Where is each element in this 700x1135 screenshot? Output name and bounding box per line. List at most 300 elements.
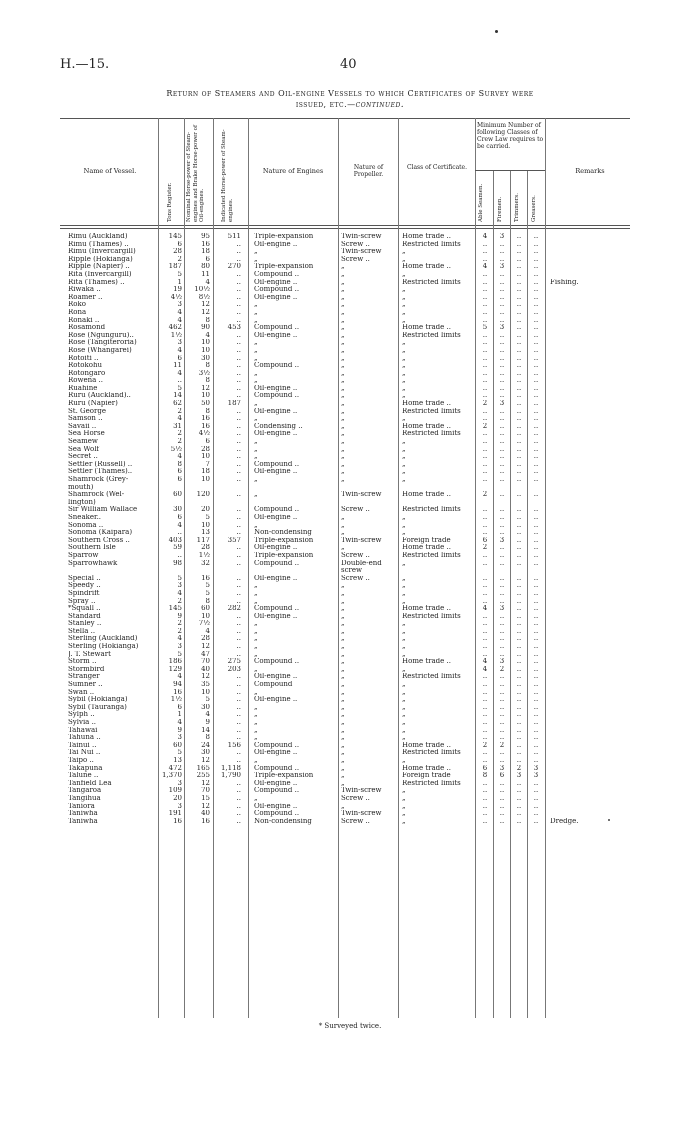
propeller-type: Twin-screw	[341, 810, 382, 818]
propeller-type: „	[341, 582, 345, 590]
indicated-hp: ..	[236, 445, 241, 453]
certificate-class: Home trade ..	[402, 233, 451, 240]
trimmers: ..	[516, 635, 522, 643]
indicated-hp: ..	[236, 673, 241, 681]
vessel-name: Roamer ..	[68, 293, 103, 301]
indicated-hp: ..	[236, 506, 241, 514]
indicated-hp: ..	[236, 346, 241, 354]
tons-register: 4	[177, 369, 182, 377]
nominal-hp: 4½	[198, 430, 210, 438]
propeller-type: Screw ..	[341, 240, 370, 248]
trimmers: ..	[516, 354, 522, 362]
trimmers: ..	[516, 384, 522, 392]
certificate-class: „	[402, 521, 406, 529]
vessel-name: Sneaker..	[68, 513, 102, 521]
col-header-trimmers: Trimmers.	[514, 193, 520, 222]
certificate-class: „	[402, 453, 406, 461]
vessel-name: Rona	[68, 308, 87, 316]
certificate-class: „	[402, 308, 406, 316]
able-seamen: ..	[482, 255, 488, 263]
certificate-class: Restricted limits	[402, 779, 461, 787]
propeller-type: „	[341, 627, 345, 635]
indicated-hp: ..	[236, 589, 241, 597]
greasers: ..	[533, 551, 539, 559]
trimmers: ..	[516, 665, 522, 673]
able-seamen: ..	[482, 506, 488, 514]
propeller-type: „	[341, 673, 345, 681]
vessel-name: Rowena ..	[68, 377, 103, 385]
firemen: ..	[499, 293, 505, 301]
nominal-hp: 30	[201, 703, 210, 711]
tons-register: 13	[173, 756, 182, 764]
nominal-hp: 12	[201, 756, 210, 764]
certificate-class: „	[402, 392, 406, 400]
table-row	[60, 681, 620, 689]
trimmers: ..	[516, 476, 522, 483]
certificate-class: „	[402, 582, 406, 590]
table-row	[60, 620, 620, 628]
vessel-name: Rita (Thames) ..	[68, 278, 125, 286]
tons-register: 2	[177, 620, 182, 628]
engine-type: „	[254, 521, 258, 529]
vessel-name: Rimu (Invercargill)	[68, 248, 136, 256]
certificate-class: „	[402, 384, 406, 392]
able-seamen: 2	[482, 491, 488, 499]
trimmers: ..	[516, 688, 522, 696]
able-seamen: 2	[482, 400, 488, 408]
certificate-class: „	[402, 415, 406, 423]
engine-type: Compound ..	[254, 392, 300, 400]
trimmers: ..	[516, 331, 522, 339]
certificate-class: Home trade ..	[402, 658, 451, 666]
col-header-greasers: Greasers.	[531, 195, 537, 222]
table-row	[60, 598, 620, 606]
engine-type: Oil-engine ..	[254, 293, 298, 301]
engine-type: „	[254, 589, 258, 597]
greasers: ..	[533, 817, 539, 825]
table-row	[60, 377, 620, 385]
tons-register: 98	[173, 559, 182, 567]
vessel-name: Sybil (Hokianga)	[68, 696, 128, 704]
vessel-name: Rosamond	[68, 324, 106, 332]
footnote: * Surveyed twice.	[318, 1022, 382, 1030]
col-header-indicated-text: Indicated Horse-power of Steam-engines.	[221, 129, 234, 222]
propeller-type: „	[341, 430, 345, 438]
trimmers: ..	[516, 787, 522, 795]
able-seamen: ..	[482, 688, 488, 696]
certificate-class: „	[402, 369, 406, 377]
trimmers: ..	[516, 445, 522, 453]
greasers: ..	[533, 681, 539, 689]
firemen: ..	[499, 597, 505, 605]
indicated-hp: ..	[236, 286, 241, 294]
able-seamen: ..	[482, 756, 488, 764]
certificate-class: „	[402, 711, 406, 719]
propeller-type: Screw ..	[341, 506, 370, 514]
nominal-hp: 70	[201, 658, 210, 666]
tons-register: 472	[168, 764, 182, 772]
able-seamen: ..	[482, 308, 488, 316]
greasers: ..	[533, 331, 539, 339]
nominal-hp: 4	[205, 711, 210, 719]
tons-register: 4	[177, 453, 182, 461]
greasers: ..	[533, 658, 539, 666]
propeller-type: „	[341, 468, 345, 476]
trimmers: ..	[516, 278, 522, 286]
able-seamen: 4	[482, 233, 488, 240]
table-row	[60, 719, 620, 727]
greasers: ..	[533, 278, 539, 286]
vessel-name: Sonoma ..	[68, 521, 104, 529]
nominal-hp: 120	[196, 491, 210, 499]
able-seamen: ..	[482, 817, 488, 825]
certificate-class: „	[402, 468, 406, 476]
engine-type: Compound ..	[254, 810, 300, 818]
greasers: ..	[533, 650, 539, 658]
propeller-type: „	[341, 605, 345, 613]
tons-register: 9	[177, 726, 182, 734]
propeller-type: „	[341, 529, 345, 537]
engine-type: „	[254, 453, 258, 461]
trimmers: ..	[516, 248, 522, 256]
certificate-class: „	[402, 255, 406, 263]
firemen: ..	[499, 551, 505, 559]
table-row	[60, 651, 620, 659]
nominal-hp: 12	[201, 308, 210, 316]
firemen: ..	[499, 453, 505, 461]
trimmers: ..	[516, 270, 522, 278]
indicated-hp: ..	[236, 301, 241, 309]
vessel-name: Tangihua	[68, 794, 101, 802]
trimmers: ..	[516, 726, 522, 734]
firemen: ..	[499, 240, 505, 248]
firemen: ..	[499, 415, 505, 423]
remarks: Dredge.	[550, 817, 579, 825]
certificate-class: Restricted limits	[402, 673, 461, 681]
firemen: ..	[499, 719, 505, 726]
certificate-class: Restricted limits	[402, 240, 461, 248]
nominal-hp: 18	[201, 248, 210, 256]
indicated-hp: ..	[236, 339, 241, 347]
tons-register: 28	[173, 248, 182, 256]
greasers: ..	[533, 741, 539, 749]
certificate-class: „	[402, 597, 406, 605]
vessel-name: Sea Wolf	[68, 445, 100, 453]
able-seamen: ..	[482, 749, 488, 757]
firemen: 2	[499, 741, 505, 749]
engine-type: „	[254, 620, 258, 628]
nominal-hp: 24	[201, 741, 210, 749]
tons-register: 5	[177, 574, 182, 582]
certificate-class: „	[402, 726, 406, 734]
col-header-engines: Nature of Engines	[262, 167, 324, 175]
propeller-type: „	[341, 384, 345, 392]
vessel-name: Tangaroa	[68, 787, 102, 795]
propeller-type: „	[341, 681, 345, 689]
able-seamen: ..	[482, 620, 488, 628]
able-seamen: ..	[482, 415, 488, 423]
firemen: ..	[499, 521, 505, 529]
tons-register: 6	[177, 240, 182, 248]
tons-register: 2	[177, 438, 182, 446]
able-seamen: ..	[482, 559, 488, 567]
table-row	[60, 294, 620, 302]
tons-register: 16	[173, 817, 182, 825]
nominal-hp: 5	[205, 696, 210, 704]
firemen: ..	[499, 779, 505, 787]
greasers: ..	[533, 810, 539, 818]
tons-register: 19	[173, 286, 182, 294]
vessel-name: mouth)	[68, 483, 94, 491]
vessel-name: Rimu (Auckland)	[68, 233, 128, 240]
greasers: ..	[533, 233, 539, 240]
certificate-class: Home trade ..	[402, 605, 451, 613]
indicated-hp: ..	[236, 270, 241, 278]
greasers: ..	[533, 787, 539, 795]
propeller-type: „	[341, 658, 345, 666]
engine-type: „	[254, 339, 258, 347]
trimmers: ..	[516, 400, 522, 408]
table-row	[60, 567, 620, 575]
greasers: ..	[533, 476, 539, 483]
tons-register: ..	[177, 529, 182, 537]
propeller-type: „	[341, 278, 345, 286]
tons-register: 2	[177, 255, 182, 263]
trimmers: ..	[516, 756, 522, 764]
tons-register: 59	[173, 544, 182, 552]
indicated-hp: ..	[236, 476, 241, 483]
able-seamen: ..	[482, 521, 488, 529]
able-seamen: ..	[482, 460, 488, 468]
trimmers: ..	[516, 308, 522, 316]
document-reference: H.—15.	[60, 57, 110, 72]
engine-type: Compound ..	[254, 362, 300, 370]
vessel-name: Secret ..	[68, 453, 98, 461]
trimmers: ..	[516, 263, 522, 271]
firemen: ..	[499, 445, 505, 453]
trimmers: ..	[516, 650, 522, 658]
indicated-hp: ..	[236, 415, 241, 423]
greasers: ..	[533, 794, 539, 802]
table-row	[60, 241, 620, 249]
propeller-type: „	[341, 620, 345, 628]
greasers: ..	[533, 605, 539, 613]
engine-type: Non-condensing	[254, 529, 312, 537]
tons-register: 1,370	[161, 772, 182, 780]
firemen: ..	[499, 627, 505, 635]
trimmers: ..	[516, 438, 522, 446]
engine-type: „	[254, 597, 258, 605]
table-row	[60, 734, 620, 742]
firemen: ..	[499, 612, 505, 620]
greasers: ..	[533, 270, 539, 278]
certificate-class: Home trade ..	[402, 491, 451, 499]
propeller-type: „	[341, 764, 345, 772]
able-seamen: ..	[482, 779, 488, 787]
propeller-type: „	[341, 741, 345, 749]
certificate-class: „	[402, 438, 406, 446]
trimmers: ..	[516, 802, 522, 810]
able-seamen: ..	[482, 377, 488, 385]
trimmers: ..	[516, 316, 522, 324]
vessel-name: Taniwha	[68, 810, 98, 818]
tons-register: 16	[173, 688, 182, 696]
trimmers: ..	[516, 810, 522, 818]
propeller-type: Screw ..	[341, 255, 370, 263]
indicated-hp: ..	[236, 521, 241, 529]
certificate-class: Restricted limits	[402, 407, 461, 415]
propeller-type: „	[341, 286, 345, 294]
nominal-hp: 13	[201, 529, 210, 537]
table-row	[60, 279, 620, 287]
able-seamen: ..	[482, 445, 488, 453]
nominal-hp: 12	[201, 384, 210, 392]
propeller-type: „	[341, 354, 345, 362]
vessel-name: Settler (Russell) ..	[68, 460, 133, 468]
firemen: 3	[499, 263, 505, 271]
able-seamen: ..	[482, 316, 488, 324]
certificate-class: „	[402, 703, 406, 711]
trimmers: ..	[516, 521, 522, 529]
vessel-name: Taniora	[68, 802, 95, 810]
indicated-hp: ..	[236, 681, 241, 689]
able-seamen: ..	[482, 362, 488, 370]
greasers: ..	[533, 422, 539, 430]
greasers: ..	[533, 521, 539, 529]
table-row	[60, 484, 620, 492]
indicated-hp: ..	[236, 240, 241, 248]
tons-register: 145	[168, 233, 182, 240]
able-seamen: ..	[482, 529, 488, 537]
able-seamen: 4	[482, 263, 488, 271]
certificate-class: Home trade ..	[402, 400, 451, 408]
able-seamen: ..	[482, 719, 488, 726]
propeller-type: „	[341, 407, 345, 415]
nominal-hp: 35	[201, 681, 210, 689]
able-seamen: ..	[482, 293, 488, 301]
firemen: ..	[499, 460, 505, 468]
nominal-hp: 8	[205, 377, 210, 385]
col-header-name: Name of Vessel.	[83, 167, 137, 175]
vessel-name: St. George	[68, 407, 106, 415]
nominal-hp: 28	[201, 635, 210, 643]
able-seamen: ..	[482, 513, 488, 521]
firemen: ..	[499, 787, 505, 795]
certificate-class: Restricted limits	[402, 278, 461, 286]
indicated-hp: ..	[236, 574, 241, 582]
indicated-hp: ..	[236, 453, 241, 461]
tons-register: 5	[177, 270, 182, 278]
able-seamen: ..	[482, 574, 488, 582]
nominal-hp: 12	[201, 802, 210, 810]
certificate-class: „	[402, 460, 406, 468]
trimmers: ..	[516, 346, 522, 354]
certificate-class: „	[402, 817, 406, 825]
col-header-indicated	[221, 122, 234, 222]
col-header-able: Able Seamen.	[478, 183, 484, 222]
certificate-class: „	[402, 734, 406, 742]
greasers: ..	[533, 316, 539, 324]
table-row	[60, 370, 620, 378]
firemen: ..	[499, 643, 505, 651]
table-row	[60, 301, 620, 309]
greasers: ..	[533, 392, 539, 400]
firemen: ..	[499, 377, 505, 385]
nominal-hp: 40	[201, 810, 210, 818]
indicated-hp: ..	[236, 551, 241, 559]
propeller-type: „	[341, 460, 345, 468]
certificate-class: „	[402, 377, 406, 385]
tons-register: 94	[173, 681, 182, 689]
able-seamen: 8	[482, 772, 488, 780]
tons-register: 4	[177, 316, 182, 324]
greasers: ..	[533, 665, 539, 673]
able-seamen: ..	[482, 240, 488, 248]
vessel-name: Takapuna	[68, 764, 103, 772]
greasers: ..	[533, 339, 539, 347]
trimmers: ..	[516, 430, 522, 438]
certificate-class: Foreign trade	[402, 772, 451, 780]
propeller-type: „	[341, 544, 345, 552]
nominal-hp: 8½	[198, 293, 210, 301]
certificate-class: „	[402, 354, 406, 362]
nominal-hp: 32	[201, 559, 210, 567]
vessel-name: Rimu (Thames) ..	[68, 240, 129, 248]
nominal-hp: 30	[201, 749, 210, 757]
engine-type: Compound	[254, 681, 293, 689]
certificate-class: „	[402, 719, 406, 726]
able-seamen: ..	[482, 650, 488, 658]
vessel-name: Sonoma (Kaipara)	[68, 529, 133, 537]
indicated-hp: ..	[236, 369, 241, 377]
table-row	[60, 803, 620, 811]
table-row	[60, 795, 620, 803]
firemen: ..	[499, 270, 505, 278]
table-row	[60, 772, 620, 780]
engine-type: Compound ..	[254, 764, 300, 772]
table-row	[60, 635, 620, 643]
indicated-hp: ..	[236, 316, 241, 324]
table-row	[60, 362, 620, 370]
nominal-hp: 10	[201, 688, 210, 696]
indicated-hp: ..	[236, 308, 241, 316]
engine-type: Compound ..	[254, 460, 300, 468]
certificate-class: „	[402, 665, 406, 673]
able-seamen: ..	[482, 453, 488, 461]
propeller-type: „	[341, 612, 345, 620]
able-seamen: ..	[482, 673, 488, 681]
trimmers: ..	[516, 339, 522, 347]
indicated-hp: ..	[236, 407, 241, 415]
engine-type: Non-condensing	[254, 817, 312, 825]
nominal-hp: 10	[201, 392, 210, 400]
nominal-hp: 80	[201, 263, 210, 271]
trimmers: ..	[516, 255, 522, 263]
indicated-hp: ..	[236, 460, 241, 468]
table-row	[60, 560, 620, 568]
table-row	[60, 233, 620, 241]
trimmers: ..	[516, 529, 522, 537]
trimmers: ..	[516, 506, 522, 514]
able-seamen: ..	[482, 734, 488, 742]
engine-type: Compound ..	[254, 559, 300, 567]
trimmers: ..	[516, 703, 522, 711]
table-row	[60, 727, 620, 735]
greasers: ..	[533, 574, 539, 582]
trimmers: ..	[516, 324, 522, 332]
able-seamen: ..	[482, 369, 488, 377]
table-row	[60, 749, 620, 757]
